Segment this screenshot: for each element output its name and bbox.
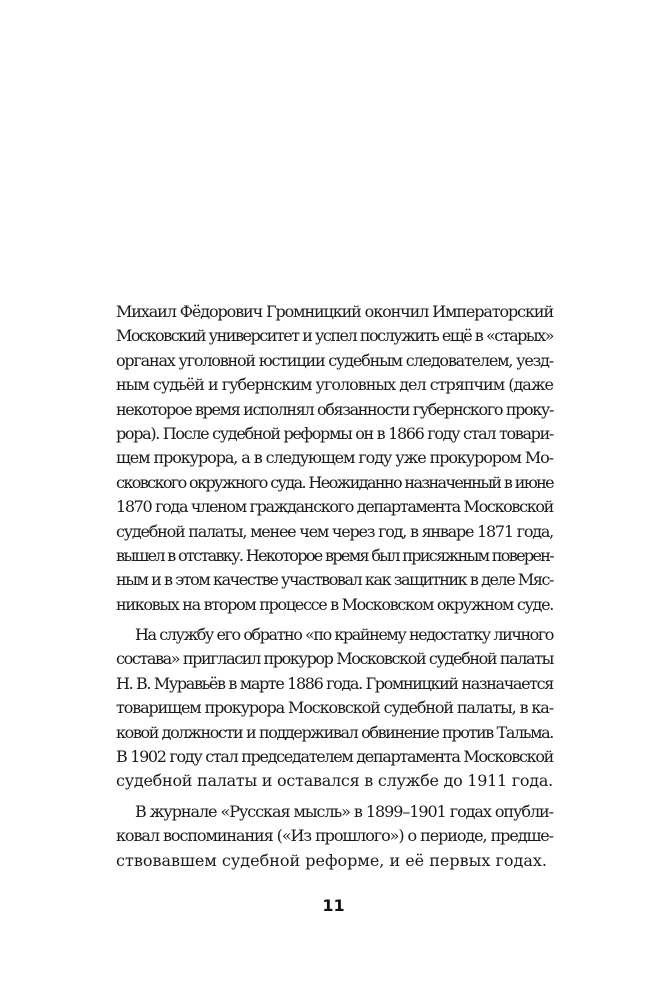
- text-line: Михаил Фёдорович Громницкий окончил Императорский: [116, 302, 553, 321]
- text-line: сковского окружного суда. Неожиданно назначенный в июне: [116, 472, 554, 492]
- text-line: Московский университет и успел послужить ещё в «старых»: [116, 326, 553, 346]
- text-line: В журнале «Русская мысль» в 1899–1901 годах опубли-: [135, 801, 553, 821]
- text-line: ствовавшем судебной реформе, и её первых годах.: [116, 850, 547, 870]
- paragraph-3: [116, 800, 553, 873]
- text-line: товарищем прокурора Московской судебной палаты, в ка-: [116, 698, 553, 718]
- text-line: ковал воспоминания («Из прошлого») о периоде, предше-: [116, 826, 553, 846]
- text-line: органах уголовной юстиции судебным следователем, уезд-: [116, 350, 553, 370]
- text-line: ным и в этом качестве участвовал как защитник в деле Мяс-: [116, 570, 553, 590]
- text-line: 1870 года членом гражданского департамента Московской: [116, 497, 553, 517]
- text-line: ным судьёй и губернским уголовных дел стряпчим (даже: [116, 375, 553, 395]
- text-line: вышел в отставку. Некоторое время был присяжным поверен-: [116, 545, 553, 565]
- text-line: На службу его обратно «по крайнему недостатку личного: [135, 625, 553, 645]
- text-line: никовых на втором процессе в Московском окружном суде.: [116, 594, 554, 614]
- text-line: В 1902 году стал председателем департамента Московской: [116, 747, 554, 767]
- text-line: некоторое время исполнял обязанности губернского проку-: [116, 399, 553, 419]
- text-line: судебной палаты, менее чем через год, в январе 1871 года,: [116, 521, 553, 541]
- page-number: 11: [322, 896, 345, 915]
- text-line: рора). После судебной реформы он в 1866 году стал товари-: [116, 423, 553, 443]
- text-line: щем прокурора, а в следующем году уже прокурором Мо-: [116, 448, 553, 468]
- text-line: Н. В. Муравьёв в марте 1886 года. Громницкий назначается: [116, 673, 553, 693]
- paragraph-2: [116, 623, 553, 794]
- text-line: состава» пригласил прокурор Московской судебной палаты: [116, 649, 553, 669]
- paragraph-1: [116, 300, 553, 617]
- text-line: судебной палаты и оставался в службе до 1911 года.: [116, 771, 553, 791]
- body-text: [116, 300, 553, 873]
- text-line: ковой должности и поддерживал обвинение против Тальма.: [116, 722, 553, 742]
